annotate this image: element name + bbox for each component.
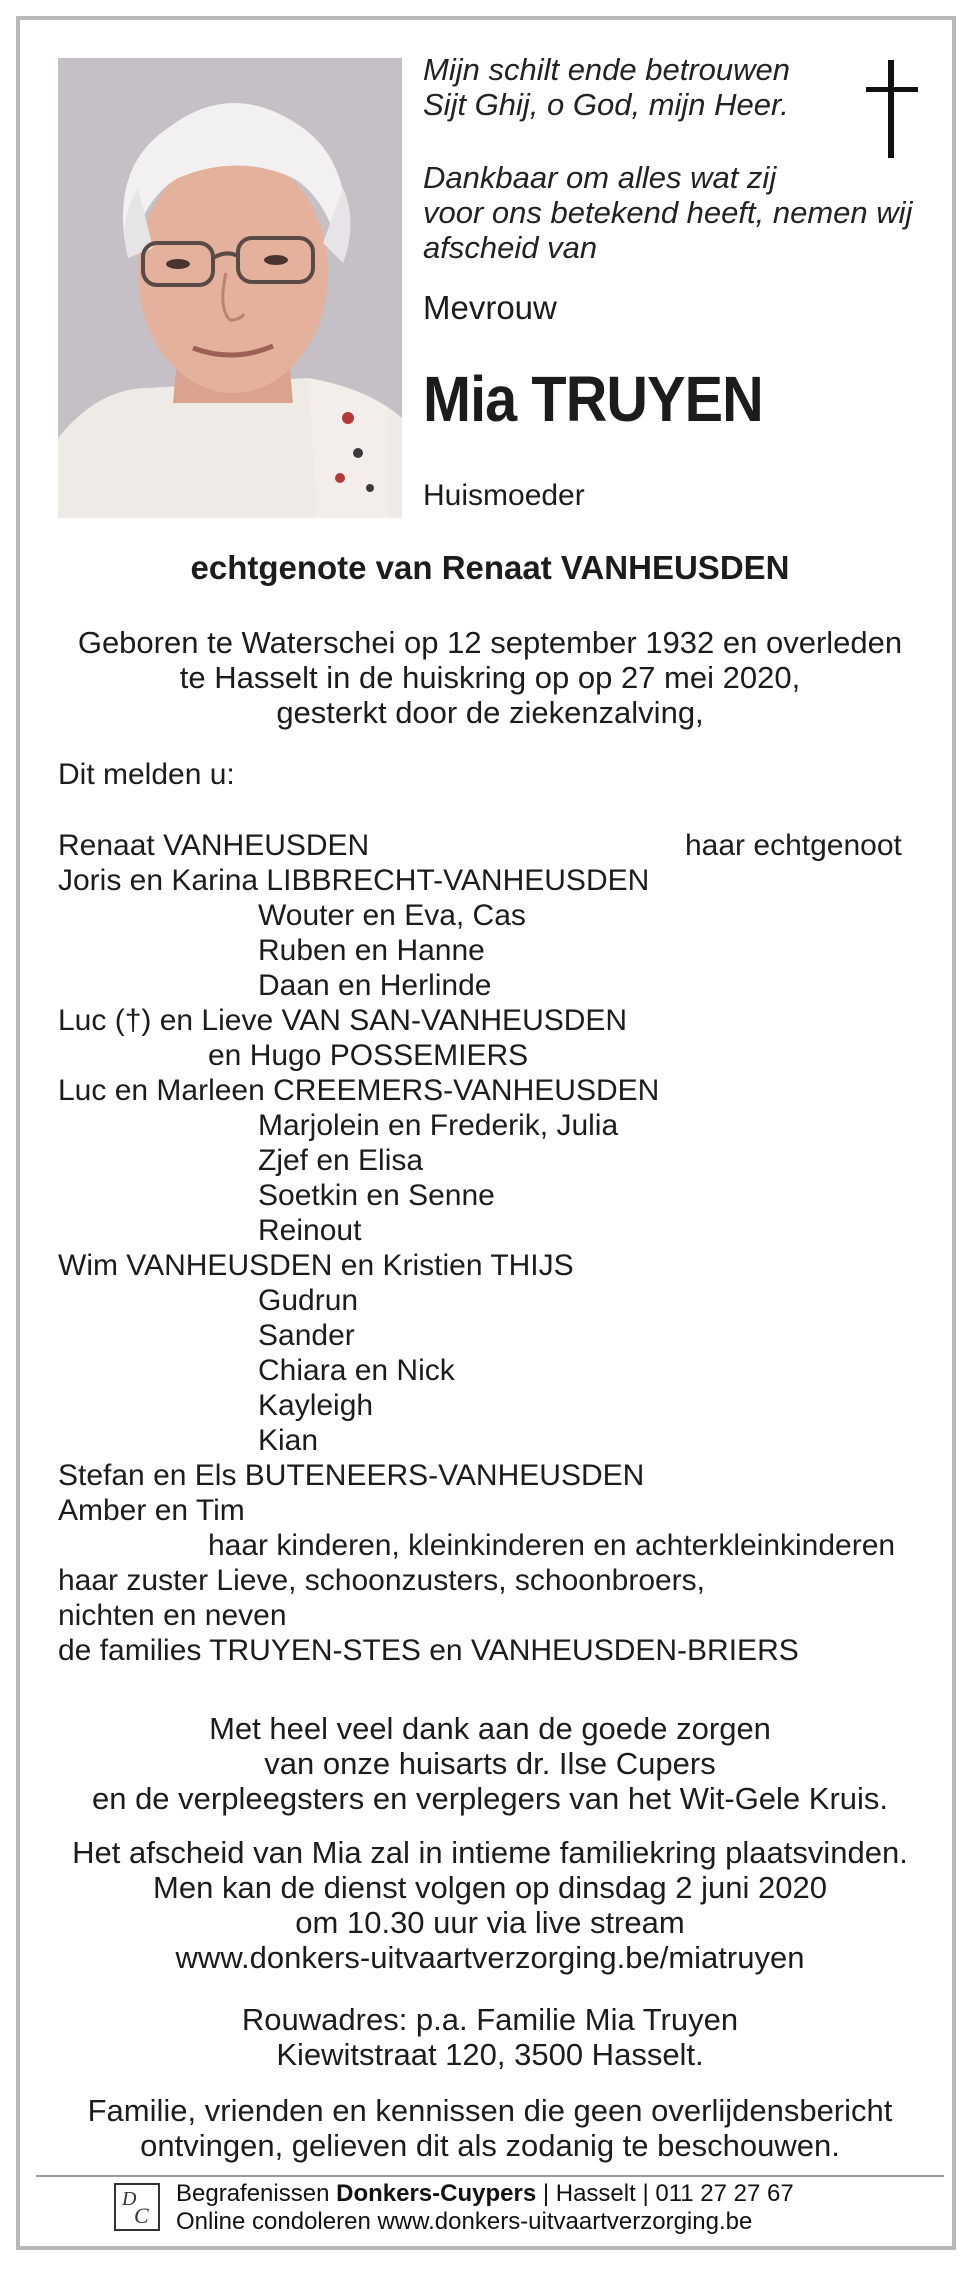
- footer-company: Donkers-Cuypers: [336, 2180, 537, 2207]
- footer-phone: | Hasselt | 011 27 27 67: [536, 2180, 794, 2207]
- family-line: Joris en Karina LIBBRECHT-VANHEUSDEN: [58, 864, 650, 897]
- spouse-line: echtgenote van Renaat VANHEUSDEN: [190, 549, 790, 586]
- family-line: nichten en neven: [58, 1599, 287, 1632]
- family-line: Wim VANHEUSDEN en Kristien THIJS: [58, 1249, 574, 1282]
- family-line: Soetkin en Senne: [258, 1179, 495, 1212]
- notice-line: Familie, vrienden en kennissen die geen overlijdensbericht: [87, 2093, 893, 2128]
- verse-line: afscheid van: [423, 230, 598, 265]
- verse-line: voor ons betekend heeft, nemen wij: [423, 195, 913, 230]
- notice-paragraph: [0, 2093, 980, 2163]
- thanks-paragraph: [0, 1711, 980, 1816]
- footer-contact: [176, 2180, 794, 2236]
- verse-line: Dankbaar om alles wat zij: [423, 160, 777, 195]
- family-line: Luc (†) en Lieve VAN SAN-VANHEUSDEN: [58, 1004, 628, 1037]
- family-line: Reinout: [258, 1214, 362, 1247]
- birth-death-paragraph: [0, 625, 980, 730]
- address-line: Kiewitstraat 120, 3500 Hasselt.: [276, 2037, 704, 2072]
- ceremony-line: om 10.30 uur via live stream: [295, 1905, 685, 1940]
- address-line: Rouwadres: p.a. Familie Mia Truyen: [241, 2002, 739, 2037]
- family-line: Gudrun: [258, 1284, 359, 1317]
- funeral-home-logo-icon: [114, 2183, 160, 2231]
- ceremony-link[interactable]: www.donkers-uitvaartverzorging.be/miatruyen: [175, 1940, 805, 1975]
- deceased-occupation: Huismoeder: [423, 479, 585, 512]
- family-line: Chiara en Nick: [258, 1354, 455, 1387]
- family-line: Zjef en Elisa: [258, 1144, 424, 1177]
- thanks-line: van onze huisarts dr. Ilse Cupers: [264, 1746, 716, 1781]
- deceased-title: Mevrouw: [423, 289, 557, 326]
- logo-letter-d: D: [122, 2188, 137, 2210]
- birth-death-line: gesterkt door de ziekenzalving,: [276, 695, 704, 730]
- ceremony-line: Men kan de dienst volgen op dinsdag 2 juni 2020: [153, 1870, 827, 1905]
- logo-letter-c: C: [134, 2203, 149, 2228]
- footer-line-2[interactable]: Online condoleren www.donkers-uitvaartverzorging.be: [176, 2208, 753, 2235]
- address-paragraph: [0, 2002, 980, 2072]
- family-name: Renaat VANHEUSDEN: [58, 829, 370, 862]
- cross-icon: [866, 60, 918, 158]
- ceremony-paragraph: [0, 1835, 980, 1975]
- family-line: Luc en Marleen CREEMERS-VANHEUSDEN: [58, 1074, 660, 1107]
- portrait-illustration: [58, 58, 402, 518]
- family-line: Ruben en Hanne: [258, 934, 485, 967]
- family-line: haar kinderen, kleinkinderen en achterkleinkinderen: [208, 1529, 896, 1562]
- birth-death-line: Geboren te Waterschei op 12 september 1932 en overleden: [77, 625, 903, 660]
- family-line: Wouter en Eva, Cas: [258, 899, 526, 932]
- family-line: en Hugo POSSEMIERS: [208, 1039, 529, 1072]
- ceremony-line: Het afscheid van Mia zal in intieme familiekring plaatsvinden.: [72, 1835, 908, 1870]
- family-line: Kayleigh: [258, 1389, 374, 1422]
- notice-line: ontvingen, gelieven dit als zodanig te beschouwen.: [140, 2128, 840, 2163]
- family-line: [58, 828, 369, 863]
- footer-divider: [36, 2175, 944, 2177]
- deceased-name: Mia TRUYEN: [423, 363, 763, 435]
- family-line: de families TRUYEN-STES en VANHEUSDEN-BRIERS: [58, 1634, 799, 1667]
- footer-line-1: [176, 2180, 794, 2208]
- family-line: Stefan en Els BUTENEERS-VANHEUSDEN: [58, 1459, 645, 1492]
- portrait-photo: [58, 58, 402, 518]
- family-relation-note: haar echtgenoot: [685, 829, 902, 862]
- family-line: Daan en Herlinde: [258, 969, 492, 1002]
- verse-stanza-1: [423, 52, 790, 122]
- family-line: Marjolein en Frederik, Julia: [258, 1109, 619, 1142]
- thanks-line: en de verpleegsters en verplegers van het Wit-Gele Kruis.: [91, 1781, 889, 1816]
- family-list: [0, 828, 980, 1678]
- birth-death-line: te Hasselt in de huiskring op op 27 mei 2020,: [179, 660, 801, 695]
- family-line: Amber en Tim: [58, 1494, 245, 1527]
- verse-stanza-2: [423, 160, 912, 265]
- verse-line: Mijn schilt ende betrouwen: [423, 52, 791, 87]
- announce-intro: Dit melden u:: [58, 758, 235, 791]
- verse-line: Sijt Ghij, o God, mijn Heer.: [423, 87, 789, 122]
- family-line: haar zuster Lieve, schoonzusters, schoonbroers,: [58, 1564, 706, 1597]
- footer-prefix: Begrafenissen: [176, 2180, 337, 2207]
- family-line: Sander: [258, 1319, 355, 1352]
- thanks-line: Met heel veel dank aan de goede zorgen: [209, 1711, 771, 1746]
- family-line: Kian: [258, 1424, 319, 1457]
